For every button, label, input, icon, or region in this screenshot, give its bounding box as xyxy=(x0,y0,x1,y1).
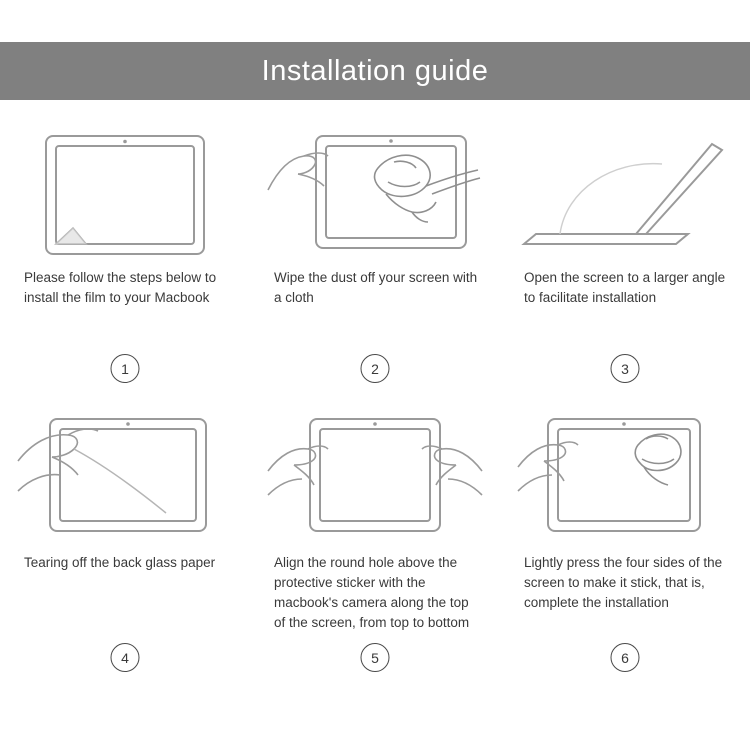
step-4-number: 4 xyxy=(111,643,140,672)
step-card-3 xyxy=(500,112,750,397)
header-bar xyxy=(0,42,750,100)
step-2-illustration xyxy=(266,130,484,260)
step-4-caption: Tearing off the back glass paper xyxy=(24,555,216,570)
step-card-4 xyxy=(0,397,250,682)
step-5-number: 5 xyxy=(361,643,390,672)
step-1-caption: Please follow the steps below to install the film to your Macbook xyxy=(24,270,217,305)
step-1-illustration xyxy=(16,130,234,260)
step-3-illustration xyxy=(516,130,734,260)
step-card-1 xyxy=(0,112,250,397)
step-6-number: 6 xyxy=(611,643,640,672)
step-6-caption: Lightly press the four sides of the screen to make it stick, that is, complete the installation xyxy=(524,555,723,610)
step-card-5 xyxy=(250,397,500,682)
step-6-illustration xyxy=(516,415,734,545)
step-1-number: 1 xyxy=(111,354,140,383)
step-2-number: 2 xyxy=(361,354,390,383)
step-5-caption: Align the round hole above the protective sticker with the macbook's camera along the top of the screen, from top to bottom xyxy=(274,555,470,630)
step-4-illustration xyxy=(16,415,234,545)
page-title: Installation guide xyxy=(261,54,489,87)
step-3-caption: Open the screen to a larger angle to facilitate installation xyxy=(524,270,726,305)
step-card-2 xyxy=(250,112,500,397)
step-5-illustration xyxy=(266,415,484,545)
step-card-6 xyxy=(500,397,750,682)
step-3-number: 3 xyxy=(611,354,640,383)
steps-grid xyxy=(0,112,750,732)
step-2-caption: Wipe the dust off your screen with a cloth xyxy=(274,270,478,305)
